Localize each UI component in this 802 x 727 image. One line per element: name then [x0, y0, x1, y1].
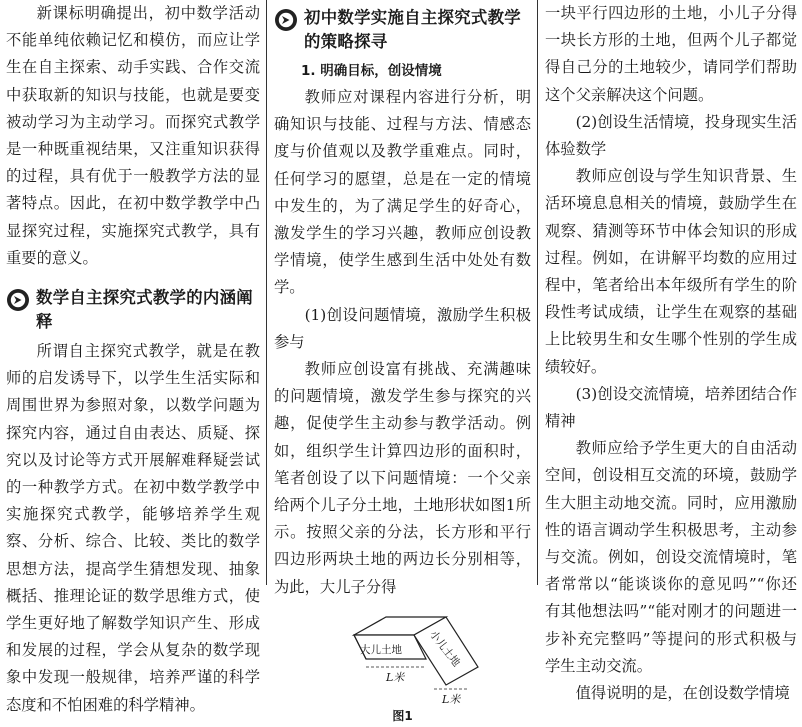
- column-divider-left: [266, 0, 267, 585]
- paragraph-communication-title: (3)创设交流情境，培养团结合作精神: [545, 384, 797, 431]
- dimension-right: L米: [442, 692, 461, 706]
- section-heading-1: [6, 286, 260, 334]
- column-right: [545, 0, 797, 703]
- subheading: 1. 明确目标，创设情境: [301, 63, 442, 79]
- paragraph-life-situation-title: (2)创设生活情境，投身现实生活体验数学: [545, 112, 797, 159]
- section-heading-2: [274, 6, 531, 54]
- section-title-2: 初中数学实施自主探究式教学的策略探寻: [304, 8, 521, 51]
- figure-caption: 图1: [392, 708, 413, 723]
- body-paragraph: 所谓自主探究式教学，就是在教师的启发诱导下，以学生生活实际和周围世界为参照对象，以数学问题为探究内容，通过自由表达、质疑、探究以及讨论等方式开展解难释疑尝试的一种教学方式。在初中数学教学中实施探究式教学，能够培养学生观察、分析、综合、比较、类比的数学思想方法，提高学生猜想发现、抽象概括、推理论证的数学思维方式，使学生更好地了解数学知识产生、形成和发展的过程，学会从复杂的数学现象中发现一般规律，培养严谨的科学态度和不怕困难的科学精神。: [6, 342, 260, 714]
- column-left: [6, 0, 260, 714]
- arrow-circle-icon: [6, 288, 30, 312]
- land-diagram: [274, 607, 531, 707]
- section-title-1: 数学自主探究式教学的内涵阐释: [36, 288, 253, 332]
- paragraph-problem-situation-title: (1)创设问题情境，激励学生积极参与: [274, 305, 531, 351]
- dimension-left: L米: [386, 670, 405, 684]
- paragraph-problem-situation: 教师应创设富有挑战、充满趣味的问题情境，激发学生参与探究的兴趣，促使学生主动参与教学活动。例如，组织学生计算四边形的面积时，笔者创设了以下问题情境：一个父亲给两个儿子分土地，土地形状如图1所示。按照父亲的分法，长方形和平行四边形两块土地的两边长分别相等，为此，大儿子分得: [274, 360, 531, 596]
- paragraph-note: 值得说明的是，在创设数学情境: [575, 684, 790, 703]
- column-middle: [274, 0, 531, 723]
- label-big-son-land: 大儿土地: [360, 643, 402, 656]
- paragraph-goals: 教师应对课程内容进行分析，明确知识与技能、过程与方法、情感态度与价值观以及教学重难点。同时，任何学习的愿望，总是在一定的情境中发生的，为了满足学生的好奇心，激发学生的学习兴趣，教师应创设教学情境，使学生感到生活中处处有数学。: [274, 88, 531, 297]
- intro-paragraph: 新课标明确提出，初中数学活动不能单纯依赖记忆和模仿，而应让学生在自主探索、动手实践、合作交流中获取新的知识与技能，也就是要变被动学习为主动学习。而探究式教学是一种既重视结果，又注重知识获得的过程，具有优于一般教学方法的显著特点。因此，在初中数学教学中凸显探究过程，实施探究式教学，具有重要的意义。: [6, 4, 260, 267]
- paragraph-life-situation: 教师应创设与学生知识背景、生活环境息息相关的情境，鼓励学生在观察、猜测等环节中体会知识的形成过程。例如，在讲解平均数的应用过程中，笔者给出本年级所有学生的阶段性考试成绩，让学生在观察的基础上比较男生和女生哪个性别的学生成绩较好。: [545, 167, 797, 376]
- figure-1: [274, 607, 531, 727]
- paragraph-communication: 教师应给予学生更大的自由活动空间，创设相互交流的环境，鼓励学生大胆主动地交流。同时，应用激励性的语言调动学生积极思考，主动参与交流。例如，创设交流情境时，笔者常常以“能谈谈你的意见吗”“你还有其他想法吗”“能对刚才的问题进一步补充完整吗”等提问的形式积极与学生主动交流。: [545, 439, 797, 675]
- arrow-circle-icon: [274, 8, 298, 32]
- label-small-son-land: 小儿土地: [426, 628, 463, 669]
- column-divider-right: [537, 0, 538, 585]
- paragraph-continued: 一块平行四边形的土地，小儿子分得一块长方形的土地，但两个儿子都觉得自己分的土地较少，请同学们帮助这个父亲解决这个问题。: [545, 4, 797, 104]
